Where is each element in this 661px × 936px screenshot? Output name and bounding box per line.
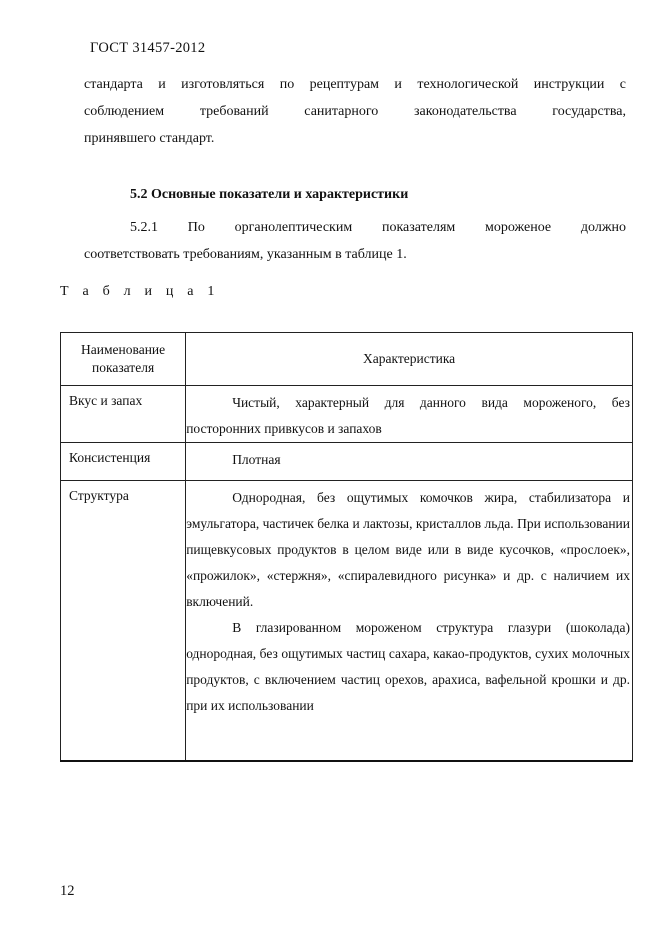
- row-name: Вкус и запах: [61, 386, 186, 443]
- row-name: Консистенция: [61, 443, 186, 481]
- clause-line: 5.2.1 По органолептическим показателям мороженое должно: [130, 220, 626, 235]
- table-header-name: Наименование показателя: [61, 333, 186, 386]
- table-header-row: [61, 333, 633, 386]
- intro-line: соблюдением требований санитарного законодательства государства,: [84, 104, 626, 119]
- row-description: [186, 443, 633, 481]
- characteristics-table: [60, 332, 633, 762]
- row-description: [186, 386, 633, 443]
- table-row: [61, 481, 633, 761]
- table-row: [61, 386, 633, 443]
- intro-line: принявшего стандарт.: [84, 131, 215, 146]
- intro-paragraph: [84, 71, 626, 152]
- intro-line: стандарта и изготовляться по рецептурам и технологической инструкции с: [84, 77, 626, 92]
- description-paragraph: В глазированном мороженом структура глазури (шоколада) однородная, без ощутимых частиц сахара, какао-продуктов, сухих молочных продуктов, с включением частиц орехов, арахиса, вафельной крошки и др. при их использовании: [186, 620, 630, 713]
- table-label: Т а б л и ц а 1: [60, 284, 220, 299]
- page-number: 12: [60, 883, 75, 899]
- table-row: [61, 443, 633, 481]
- clause-line: соответствовать требованиям, указанным в таблице 1.: [84, 247, 407, 262]
- row-name: Структура: [61, 481, 186, 761]
- document-header: ГОСТ 31457-2012: [90, 40, 206, 56]
- table-header-characteristic: Характеристика: [186, 333, 633, 386]
- description-paragraph: Плотная: [232, 452, 281, 467]
- description-paragraph: Чистый, характерный для данного вида мороженого, без посторонних привкусов и запахов: [186, 395, 630, 436]
- section-title: 5.2 Основные показатели и характеристики: [130, 187, 409, 202]
- row-description: [186, 481, 633, 761]
- clause-paragraph: [84, 214, 626, 268]
- description-paragraph: Однородная, без ощутимых комочков жира, стабилизатора и эмульгатора, частичек белка и лактозы, кристаллов льда. При использовании пищевкусовых продуктов в целом виде или в виде кусочков, «прослоек», «прожилок», «стержня», «спиралевидного рисунка» и др. с наличием их включений.: [186, 490, 630, 609]
